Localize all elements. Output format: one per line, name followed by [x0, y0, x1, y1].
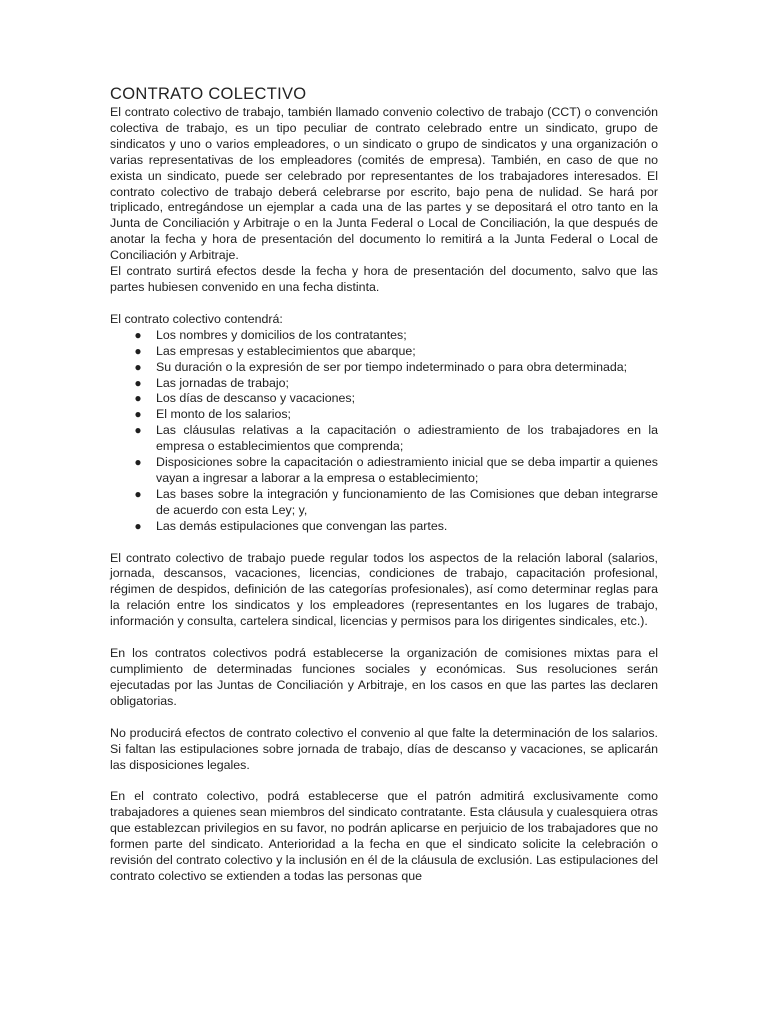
list-item-text: Los días de descanso y vacaciones;	[156, 391, 356, 406]
list-item-text: Los nombres y domicilios de los contratantes;	[156, 327, 407, 342]
commissions-paragraph: En los contratos colectivos podrá establecerse la organización de comisiones mixtas para el cumplimiento de determinadas funciones sociales y económicas. Sus resoluciones serán ejecutadas por las Juntas de Conciliación y Arbitraje, en los casos en que las partes las declaren obligatorias.	[110, 646, 658, 708]
list-item-text: Su duración o la expresión de ser por tiempo indeterminado o para obra determinada;	[156, 359, 628, 374]
list-item	[132, 407, 658, 423]
list-item-text: Las empresas y establecimientos que abarque;	[156, 343, 416, 358]
bullet-icon: ●	[134, 455, 142, 470]
bullet-icon: ●	[134, 375, 142, 390]
list-item	[132, 423, 658, 455]
spacer	[110, 630, 658, 646]
regulation-paragraph: El contrato colectivo de trabajo puede regular todos los aspectos de la relación laboral (salarios, jornada, descansos, vacaciones, licencias, condiciones de trabajo, capacitación profesional, régimen de despidos, definición de las categorías profesionales), así como determinar reglas para la relación entre los sindicatos y los empleadores (representantes en los lugares de trabajo, información y consulta, cartelera sindical, licencias y permisos para los dirigentes sindicales, etc.).	[110, 550, 658, 629]
bullet-icon: ●	[134, 391, 142, 406]
intro-paragraph: El contrato colectivo de trabajo, también llamado convenio colectivo de trabajo (CCT) o convención colectiva de trabajo, es un tipo peculiar de contrato celebrado entre un sindicato, grupo de sindicatos y uno o varios empleadores, o un sindicato o grupo de sindicatos y una organización o varias representativas de los empleadores (comités de empresa). También, en caso de que no exista un sindicato, puede ser celebrado por representantes de los trabajadores interesados. El contrato colectivo de trabajo deberá celebrarse por escrito, bajo pena de nulidad. Se hará por triplicado, entregándose un ejemplar a cada una de las partes y se depositará el otro tanto en la Junta de Conciliación y Arbitraje o en la Junta Federal o Local de Conciliación, la que después de anotar la fecha y hora de presentación del documento lo remitirá a la Junta Federal o Local de Conciliación y Arbitraje.	[110, 105, 658, 263]
list-item-text: Disposiciones sobre la capacitación o adiestramiento inicial que se deba impartir a quienes vayan a ingresar a laborar a la empresa o establecimiento;	[156, 455, 658, 485]
bullet-icon: ●	[134, 518, 142, 533]
list-item-text: Las cláusulas relativas a la capacitación o adiestramiento de los trabajadores en la empresa o establecimientos que comprenda;	[156, 423, 658, 454]
list-item	[132, 360, 658, 376]
exclusion-paragraph: En el contrato colectivo, podrá establecerse que el patrón admitirá exclusivamente como trabajadores a quienes sean miembros del sindicato contratante. Esta cláusula y cualesquiera otras que establezcan privilegios en su favor, no podrán aplicarse en perjuicio de los trabajadores que no formen parte del sindicato. Anterioridad a la fecha en que el sindicato solicite la celebración o revisión del contrato colectivo y la inclusión en él de la cláusula de exclusión. Las estipulaciones del contrato colectivo se extienden a todas las personas que	[110, 789, 658, 883]
document-title: CONTRATO COLECTIVO	[110, 85, 307, 103]
list-item-text: Las jornadas de trabajo;	[156, 375, 289, 390]
bullet-icon: ●	[134, 327, 142, 342]
list-item-text: Las bases sobre la integración y funcionamiento de las Comisiones que deban integrarse de acuerdo con esta Ley; y,	[156, 486, 658, 517]
spacer	[110, 296, 658, 312]
spacer	[110, 773, 658, 789]
spacer	[110, 710, 658, 726]
bullet-icon: ●	[134, 423, 142, 438]
bullet-icon: ●	[134, 407, 142, 422]
list-item	[132, 487, 658, 519]
contents-list	[110, 328, 658, 535]
list-item	[132, 344, 658, 360]
list-item	[132, 328, 658, 344]
bullet-icon: ●	[134, 359, 142, 374]
effects-paragraph: El contrato surtirá efectos desde la fecha y hora de presentación del documento, salvo que las partes hubiesen convenido en una fecha distinta.	[110, 264, 658, 294]
list-item	[132, 391, 658, 407]
list-item-text: El monto de los salarios;	[156, 407, 291, 422]
spacer	[110, 535, 658, 551]
list-item-text: Las demás estipulaciones que convengan las partes.	[156, 518, 448, 533]
list-item	[132, 455, 658, 487]
list-item	[132, 519, 658, 535]
salaries-paragraph: No producirá efectos de contrato colectivo el convenio al que falte la determinación de los salarios. Si faltan las estipulaciones sobre jornada de trabajo, días de descanso y vacaciones, se aplicarán las disposiciones legales.	[110, 725, 658, 772]
list-item	[132, 376, 658, 392]
bullet-icon: ●	[134, 343, 142, 358]
bullet-icon: ●	[134, 486, 142, 501]
list-heading: El contrato colectivo contendrá:	[110, 311, 283, 326]
